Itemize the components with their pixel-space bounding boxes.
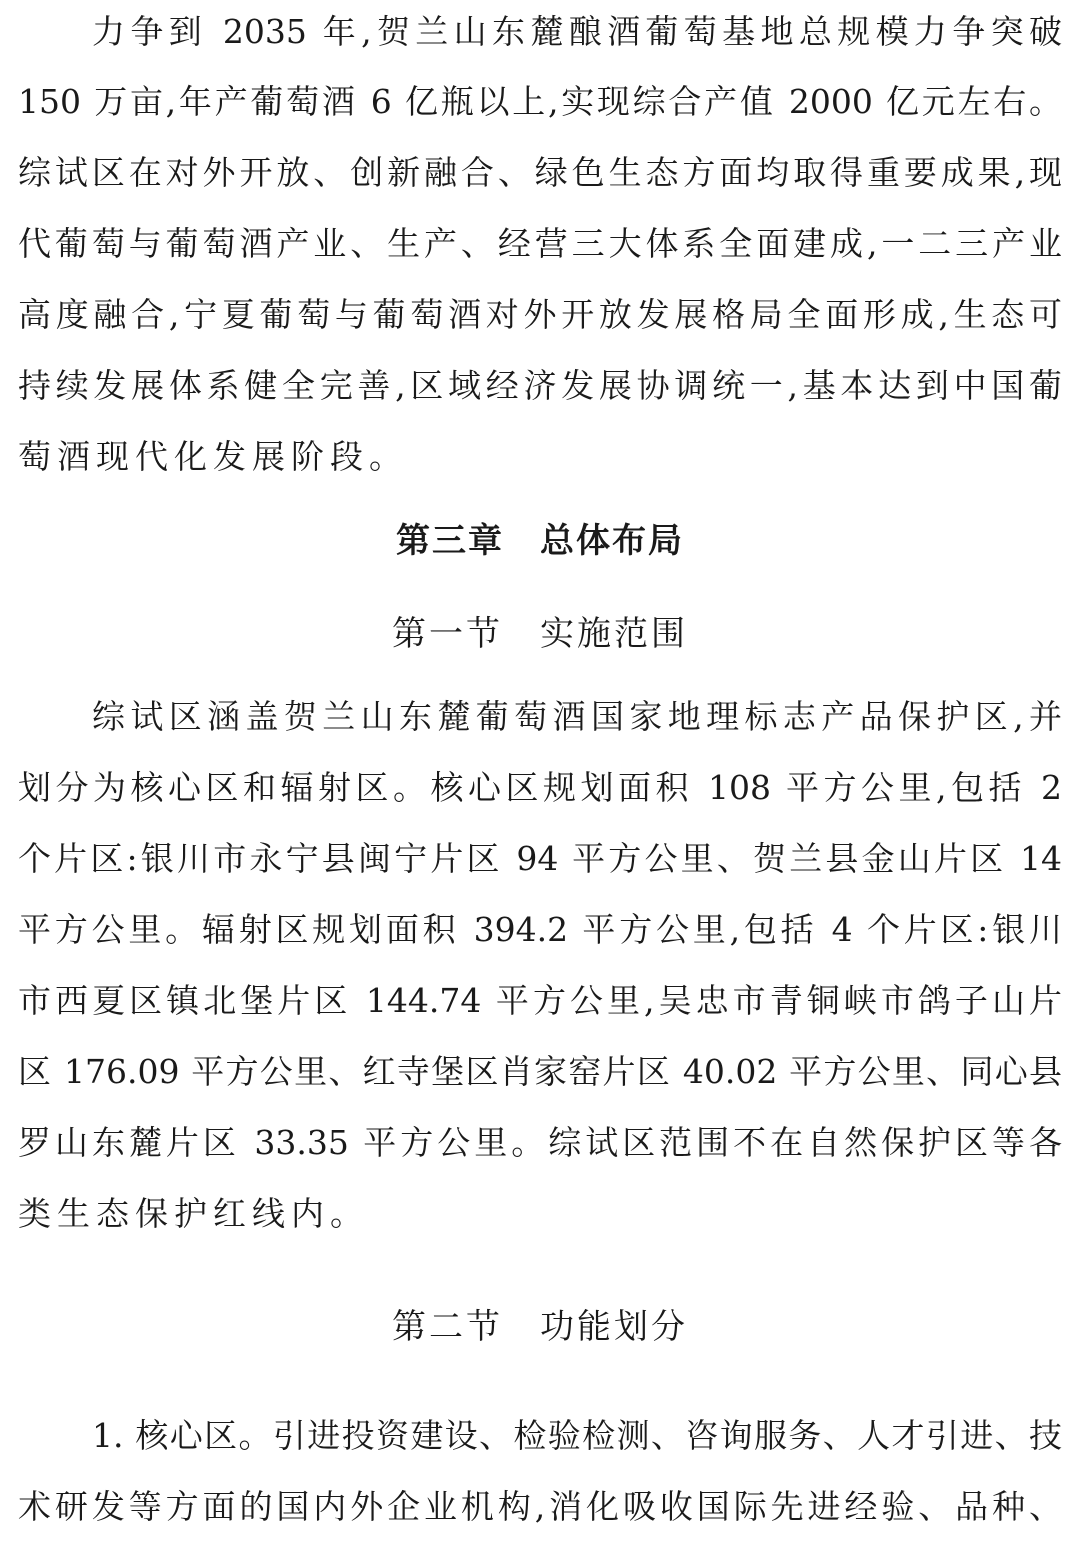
text-line: 持续发展体系健全完善,区域经济发展协调统一,基本达到中国葡	[18, 366, 1062, 405]
chapter-heading: 第三章 总体布局	[396, 521, 684, 561]
text-line: 区 176.09 平方公里、红寺堡区肖家窑片区 40.02 平方公里、同心县	[18, 1052, 1062, 1091]
text-line: 个片区:银川市永宁县闽宁片区 94 平方公里、贺兰县金山片区 14	[18, 839, 1062, 878]
text-line: 综试区在对外开放、创新融合、绿色生态方面均取得重要成果,现	[18, 153, 1062, 192]
text-line: 划分为核心区和辐射区。核心区规划面积 108 平方公里,包括 2	[18, 768, 1062, 807]
text-line: 代葡萄与葡萄酒产业、生产、经营三大体系全面建成,一二三产业	[18, 224, 1062, 263]
text-line: 萄酒现代化发展阶段。	[18, 437, 408, 476]
text-line: 综试区涵盖贺兰山东麓葡萄酒国家地理标志产品保护区,并	[92, 697, 1062, 736]
text-line: 平方公里。辐射区规划面积 394.2 平方公里,包括 4 个片区:银川	[18, 910, 1062, 949]
text-line: 市西夏区镇北堡片区 144.74 平方公里,吴忠市青铜峡市鸽子山片	[18, 981, 1062, 1020]
text-line: 高度融合,宁夏葡萄与葡萄酒对外开放发展格局全面形成,生态可	[18, 295, 1062, 334]
section-heading: 第一节 实施范围	[392, 614, 688, 654]
text-line: 罗山东麓片区 33.35 平方公里。综试区范围不在自然保护区等各	[18, 1123, 1062, 1162]
text-line: 150 万亩,年产葡萄酒 6 亿瓶以上,实现综合产值 2000 亿元左右。	[18, 82, 1062, 121]
section-heading: 第二节 功能划分	[392, 1307, 688, 1347]
text-line: 术研发等方面的国内外企业机构,消化吸收国际先进经验、品种、	[18, 1487, 1062, 1526]
text-line: 1. 核心区。引进投资建设、检验检测、咨询服务、人才引进、技	[92, 1416, 1062, 1455]
text-line: 类生态保护红线内。	[18, 1194, 369, 1233]
text-line: 力争到 2035 年,贺兰山东麓酿酒葡萄基地总规模力争突破	[92, 12, 1062, 51]
